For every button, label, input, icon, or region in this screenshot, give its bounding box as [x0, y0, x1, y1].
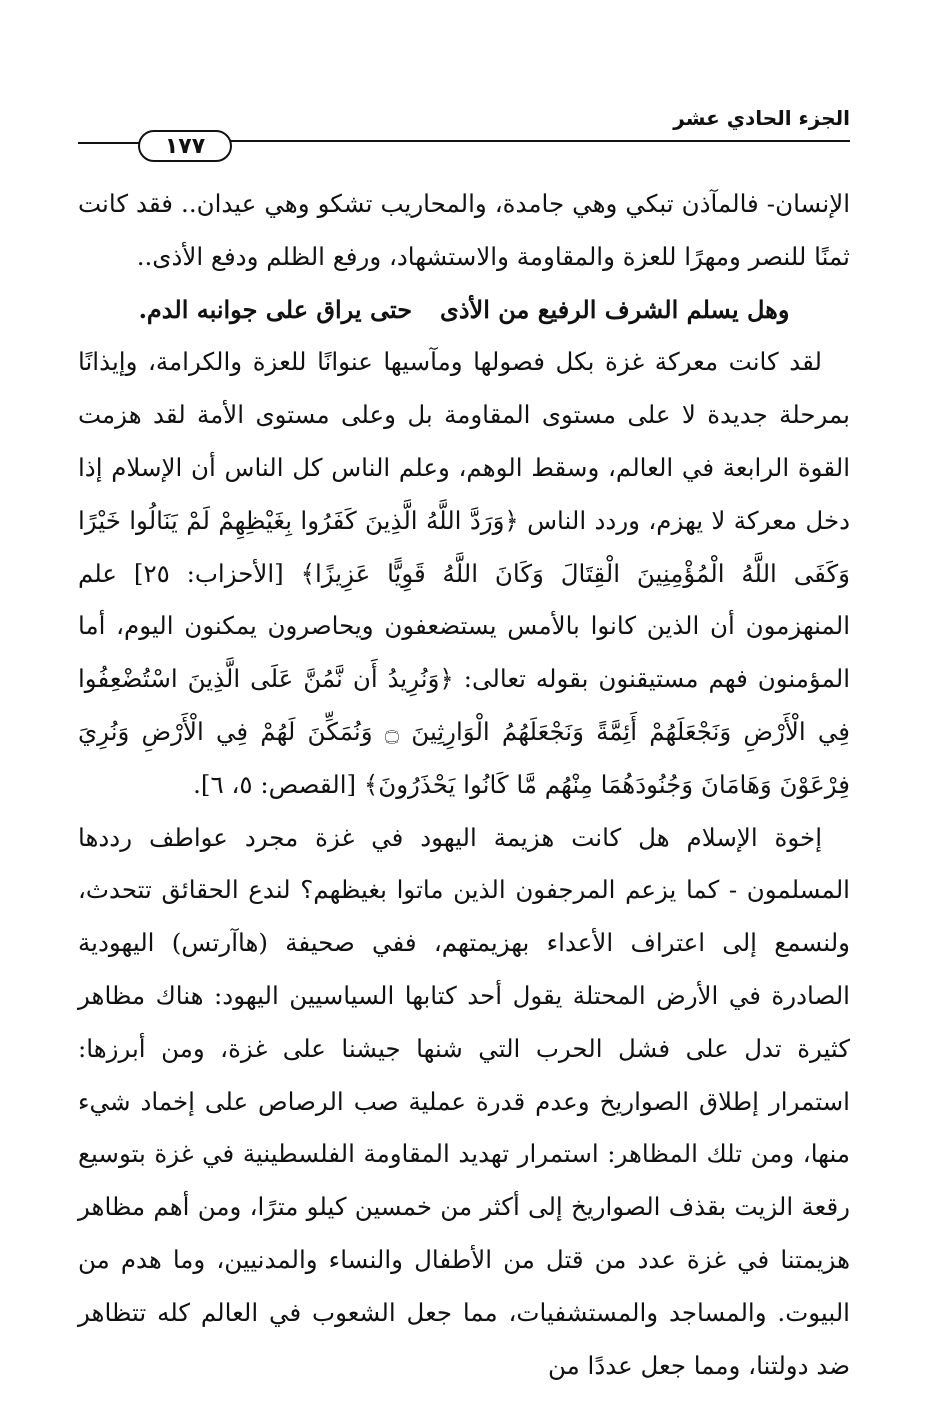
paragraph-2-text-a: لقد كانت معركة غزة بكل فصولها ومآسيها عنوانًا للعزة والكرامة، وإيذانًا بمرحلة جديدة لا على مستوى المقاومة بل وعلى مستوى الأمة لقد هزمت القوة الرابعة في العالم، وسقط الوهم، وعلم الناس كل الناس أن الإسلام إذا دخل معركة لا يهزم، وردد الناس	[78, 347, 851, 535]
header-rule	[228, 140, 850, 142]
quran-reference-1: [الأحزاب: ٢٥]	[117, 558, 301, 588]
poetry-hemistich-2: حتى يراق على جوانبه الدم.	[138, 294, 413, 324]
poetry-hemistich-1: وهل يسلم الشرف الرفيع من الأذى	[440, 294, 790, 324]
page-header	[78, 100, 850, 160]
header-rule-left	[78, 142, 140, 144]
running-title: الجزء الحادي عشر	[673, 106, 850, 130]
paragraph-2	[78, 336, 850, 811]
quran-quote-2: ﴿وَنُرِيدُ أَن نَّمُنَّ عَلَى الَّذِينَ اسْتُضْعِفُوا فِي الْأَرْضِ وَنَجْعَلَهُمْ أَئِمَّةً وَنَجْعَلَهُمُ الْوَارِثِينَ ۝ وَنُمَكِّنَ لَهُمْ فِي الْأَرْضِ وَنُرِيَ فِرْعَوْنَ وَهَامَانَ وَجُنُودَهُمَا مِنْهُم مَّا كَانُوا يَحْذَرُونَ﴾	[78, 664, 850, 799]
paragraph-1: الإنسان- فالمآذن تبكي وهي جامدة، والمحاريب تشكو وهي عيدان.. فقد كانت ثمنًا للنصر ومهرًا للعزة والمقاومة والاستشهاد، ورفع الظلم ودفع الأذى..	[78, 189, 850, 271]
page-number: ١٧٧	[138, 130, 232, 162]
quran-reference-2: [القصص: ٥، ٦].	[193, 769, 364, 799]
paragraph-3: إخوة الإسلام هل كانت هزيمة اليهود في غزة مجرد عواطف رددها المسلمون - كما يزعم المرجفون الذين ماتوا بغيظهم؟ لندع الحقائق تتحدث، ولنسمع إلى اعتراف الأعداء بهزيمتهم، ففي صحيفة (هاآرتس) اليهودية الصادرة في الأرض المحتلة يقول أحد كتابها السياسيين اليهود: هناك مظاهر كثيرة تدل على فشل الحرب التي شنها جيشنا على غزة، ومن أبرزها: استمرار إطلاق الصواريخ وعدم قدرة عملية صب الرصاص على إخماد شيء منها، ومن تلك المظاهر: استمرار تهديد المقاومة الفلسطينية في غزة بتوسيع رقعة الزيت بقذف الصواريخ إلى أكثر من خمسين كيلو مترًا، ومن أهم مظاهر هزيمتنا في غزة عدد من قتل من الأطفال والنساء والمدنيين، وما هدم من البيوت. والمساجد والمستشفيات، مما جعل الشعوب في العالم كله تتظاهر ضد دولتنا، ومما جعل عددًا من	[78, 822, 850, 1380]
poetry-verse	[78, 284, 850, 337]
quran-quote-1: ﴿وَرَدَّ اللَّهُ الَّذِينَ كَفَرُوا بِغَيْظِهِمْ لَمْ يَنَالُوا خَيْرًا وَكَفَى اللَّهُ الْمُؤْمِنِينَ الْقِتَالَ وَكَانَ اللَّهُ قَوِيًّا عَزِيزًا﴾	[78, 505, 851, 588]
paragraph-2-text-b: علم المنهزمون أن الذين كانوا بالأمس يستضعفون ويحاصرون يمكنون اليوم، أما المؤمنون فهم مستيقنون بقوله تعالى:	[78, 558, 850, 694]
page-body	[78, 178, 850, 1392]
